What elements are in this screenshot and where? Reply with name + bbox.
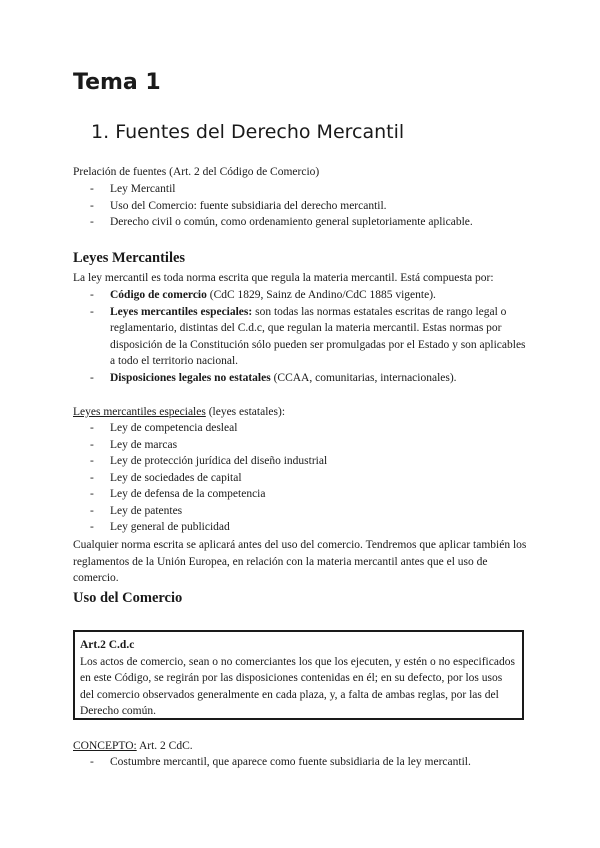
list-item: - Código de comercio (CdC 1829, Sainz de Andino/CdC 1885 vigente). — [90, 289, 436, 301]
prelacion-intro: Prelación de fuentes (Art. 2 del Código de Comercio) — [73, 166, 320, 178]
especiales-heading: Leyes mercantiles especiales (leyes estatales): — [73, 406, 286, 418]
list-item: - Ley Mercantil — [90, 183, 176, 195]
article-box-text: Los actos de comercio, sean o no comerciantes los que los ejecuten, y estén o no especificados en este Código, se regirán por las disposiciones contenidas en él; en su defecto, por los usos del comercio observados generalmente en cada plaza, y, a falta de ambas reglas, por las del Derecho común. — [80, 655, 515, 717]
list-item: - Uso del Comercio: fuente subsidiaria del derecho mercantil. — [90, 199, 387, 212]
list-item: - Ley de protección jurídica del diseño industrial — [90, 455, 328, 467]
section-title: Fuentes del Derecho Mercantil — [115, 121, 405, 143]
article-box — [73, 630, 524, 720]
section-heading — [91, 121, 404, 143]
especiales-list — [90, 420, 530, 536]
leyes-heading: Leyes Mercantiles — [73, 250, 186, 266]
list-item: - Ley de competencia desleal — [90, 422, 238, 434]
document-title: Tema 1 — [73, 70, 161, 95]
uso-heading: Uso del Comercio — [73, 590, 183, 606]
list-item: - Ley de defensa de la competencia — [90, 488, 266, 500]
list-item: - Derecho civil o común, como ordenamiento general supletoriamente aplicable. — [90, 216, 473, 228]
list-item: - Ley de marcas — [90, 438, 178, 451]
concepto-line: CONCEPTO: Art. 2 CdC. — [73, 740, 193, 752]
leyes-components-list — [90, 287, 530, 386]
list-item: - Ley de patentes — [90, 504, 183, 517]
list-item: - Ley de sociedades de capital — [90, 471, 242, 484]
list-item: - Ley general de publicidad — [90, 521, 230, 533]
leyes-intro: La ley mercantil es toda norma escrita que regula la materia mercantil. Está compuesta por: — [73, 272, 494, 284]
list-item: - Disposiciones legales no estatales (CCAA, comunitarias, internacionales). — [90, 371, 457, 384]
leyes-closing: Cualquier norma escrita se aplicará antes del uso del comercio. Tendremos que aplicar también los reglamentos de la Unión Europea, en relación con la materia mercantil antes que el uso de comercio. — [73, 539, 527, 584]
prelacion-list — [90, 181, 530, 231]
article-box-title: Art.2 C.d.c — [80, 639, 135, 651]
section-number: 1. — [91, 121, 110, 143]
concepto-list — [90, 754, 530, 771]
list-item: - Costumbre mercantil, que aparece como fuente subsidiaria de la ley mercantil. — [90, 756, 471, 768]
list-item: - Leyes mercantiles especiales: son todas las normas estatales escritas de rango legal o reglamentario, distintas del C.d.c, que regulan la materia mercantil. Estas normas por disposición de la Constitución sólo pueden ser promulgadas por el Estado y son aplicables a todo el territorio nacional. — [90, 305, 526, 367]
